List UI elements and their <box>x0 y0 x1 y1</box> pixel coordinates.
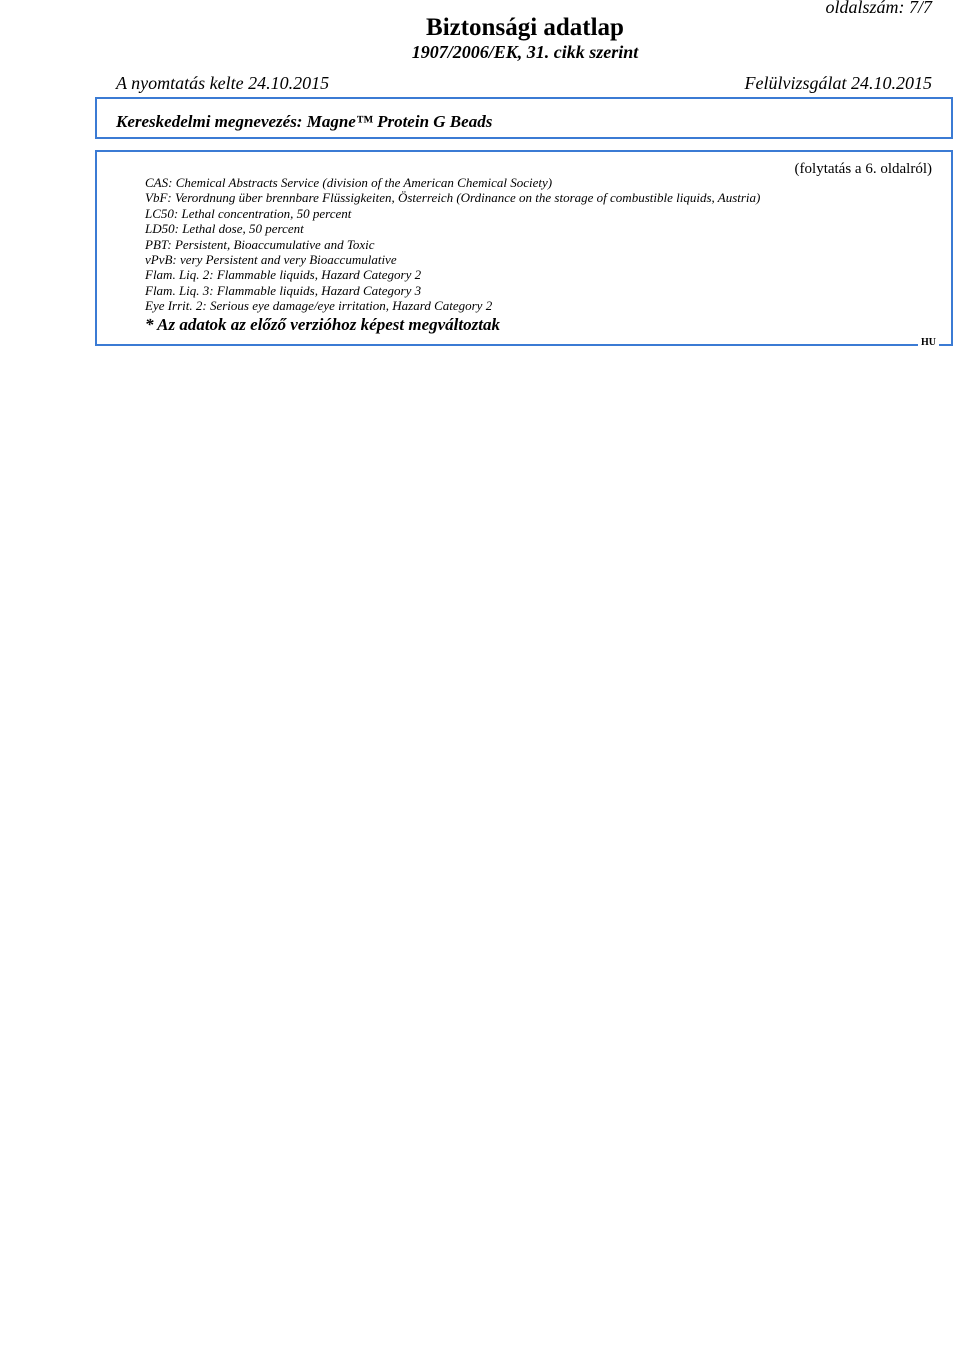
document-title: Biztonsági adatlap <box>426 14 624 41</box>
abbreviation-item: Eye Irrit. 2: Serious eye damage/eye irritation, Hazard Category 2 <box>145 298 493 314</box>
abbreviation-item: Flam. Liq. 3: Flammable liquids, Hazard Category 3 <box>145 282 422 298</box>
language-tag: HU <box>918 337 939 348</box>
abbreviation-item: LC50: Lethal concentration, 50 percent <box>145 205 352 221</box>
document-subtitle: 1907/2006/EK, 31. cikk szerint <box>411 42 639 62</box>
abbreviation-item: vPvB: very Persistent and very Bioaccumulative <box>145 252 397 268</box>
continuation-note: (folytatás a 6. oldalról) <box>794 161 932 177</box>
change-note: * Az adatok az előző verzióhoz képest megváltoztak <box>145 315 500 334</box>
abbreviation-item: Flam. Liq. 2: Flammable liquids, Hazard Category 2 <box>145 267 422 283</box>
abbreviation-list <box>145 175 760 314</box>
page-number: oldalszám: 7/7 <box>825 0 932 17</box>
trade-name: Kereskedelmi megnevezés: Magne™ Protein G Beads <box>116 112 493 131</box>
abbreviation-item: LD50: Lethal dose, 50 percent <box>145 221 304 237</box>
abbreviation-item: VbF: Verordnung über brennbare Flüssigkeiten, Österreich (Ordinance on the storage of combustible liquids, Austria) <box>145 190 761 206</box>
abbreviation-item: CAS: Chemical Abstracts Service (division of the American Chemical Society) <box>145 175 553 190</box>
print-date: A nyomtatás kelte 24.10.2015 <box>116 73 330 93</box>
review-date: Felülvizsgálat 24.10.2015 <box>744 73 932 93</box>
abbreviation-item: PBT: Persistent, Bioaccumulative and Toxic <box>145 236 375 252</box>
